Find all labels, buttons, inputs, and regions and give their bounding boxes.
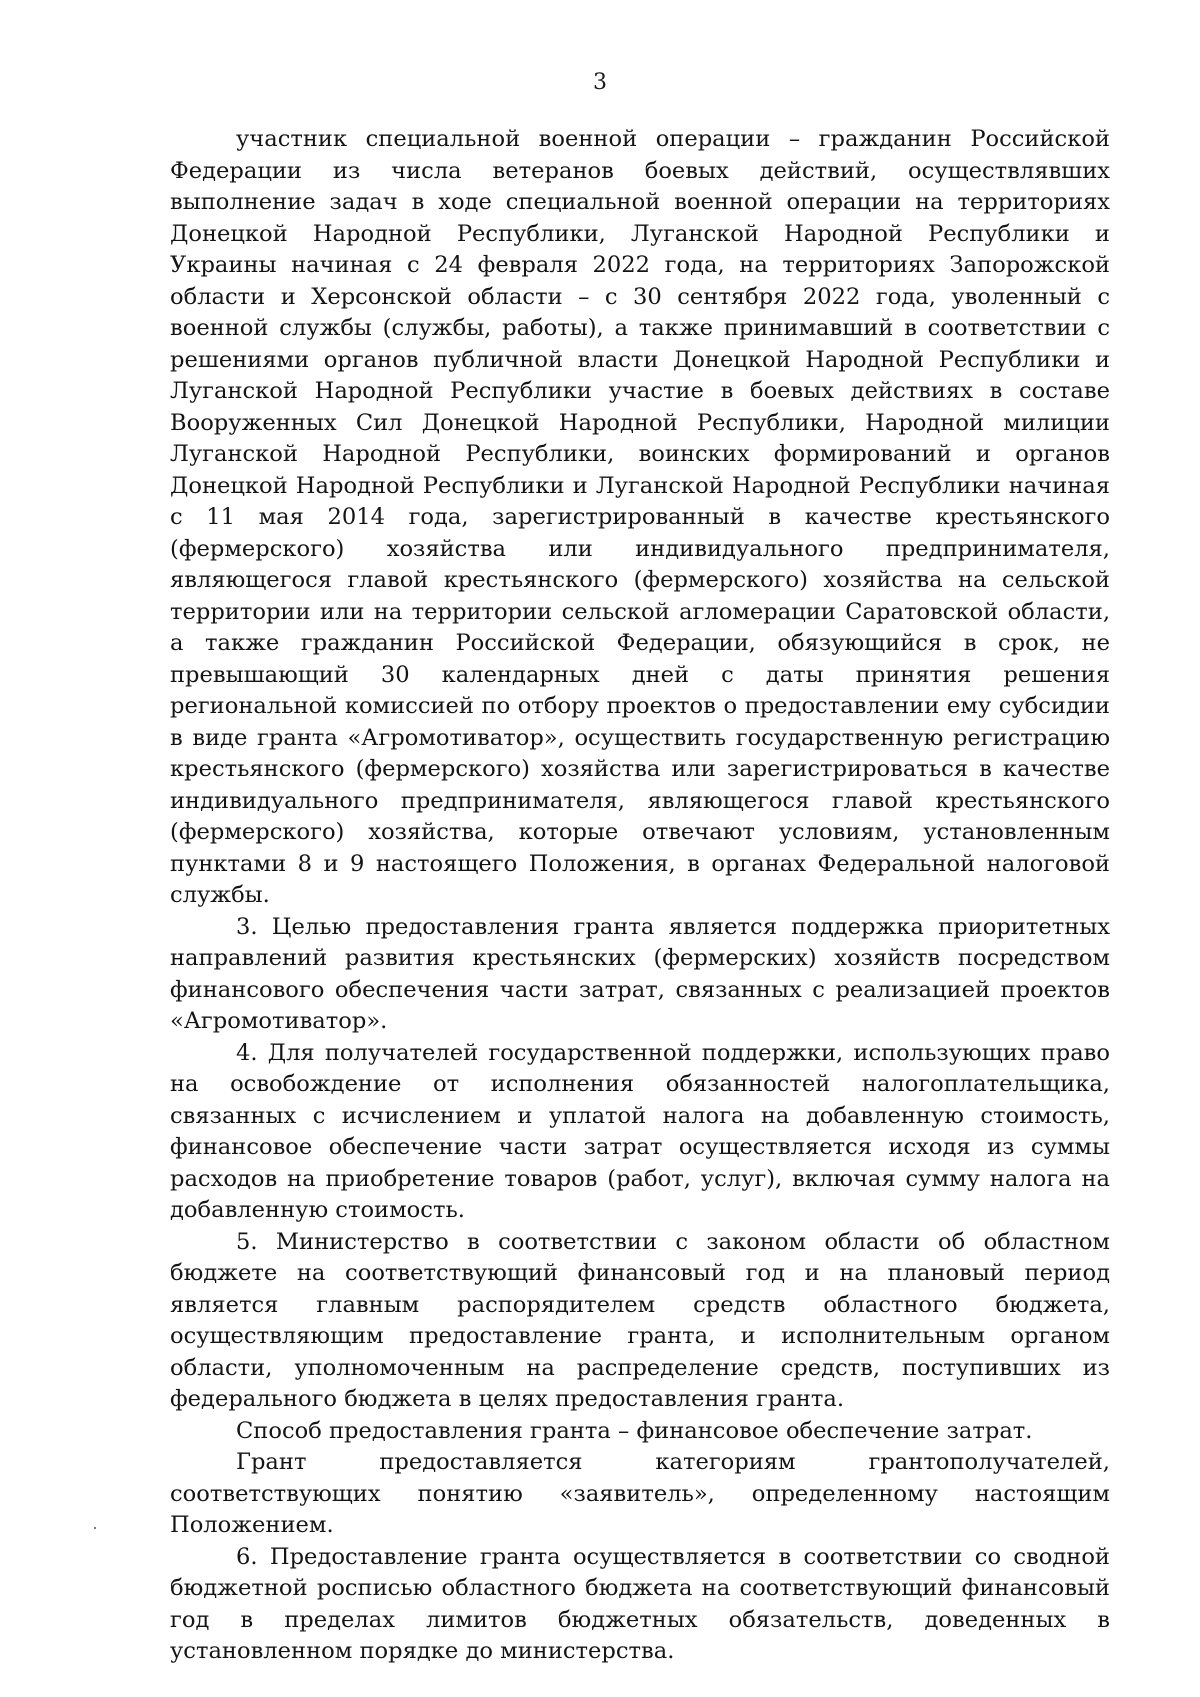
- paragraph-4-vat: 4. Для получателей государственной поддержки, использующих право на освобождение от исполнения обязанностей налогоплательщика, связанных с исчислением и уплатой налога на добавленную стоимость, финансовое обеспечение части затрат осуществляется исходя из суммы расходов на приобретение товаров (работ, услуг), включая сумму налога на добавленную стоимость.: [170, 1039, 1110, 1223]
- document-body: [170, 124, 1110, 1668]
- paragraph-6-budget: 6. Предоставление гранта осуществляется в соответствии со сводной бюджетной росписью областного бюджета на соответствующий финансовый год в пределах лимитов бюджетных обязательств, доведенных в установленном порядке до министерства.: [170, 1543, 1110, 1664]
- paragraph-5-ministry: 5. Министерство в соответствии с законом области об областном бюджете на соответствующий финансовый год и на плановый период является главным распорядителем средств областного бюджета, осуществляющим предоставление гранта, и исполнительным органом области, уполномоченным на распределение средств, поступивших из федерального бюджета в целях предоставления гранта.: [170, 1228, 1110, 1412]
- scan-speck: [94, 1527, 96, 1529]
- paragraph-grant-categories: Грант предоставляется категориям грантополучателей, соответствующих понятию «заявитель», определенному настоящим Положением.: [170, 1449, 1110, 1538]
- paragraph-participant-definition: участник специальной военной операции – гражданин Российской Федерации из числа ветеранов боевых действий, осуществлявших выполнение задач в ходе специальной военной операции на территориях Донецкой Народной Республики, Луганской Народной Республики и Украины начиная с 24 февраля 2022 года, на территориях Запорожской области и Херсонской области – с 30 сентября 2022 года, уволенный с военной службы (службы, работы), а также принимавший в соответствии с решениями органов публичной власти Донецкой Народной Республики и Луганской Народной Республики участие в боевых действиях в составе Вооруженных Сил Донецкой Народной Республики, Народной милиции Луганской Народной Республики, воинских формирований и органов Донецкой Народной Республики и Луганской Народной Республики начиная с 11 мая 2014 года, зарегистрированный в качестве крестьянского (фермерского) хозяйства или индивидуального предпринимателя, являющегося главой крестьянского (фермерского) хозяйства на сельской территории или на территории сельской агломерации Саратовской области, а также гражданин Российской Федерации, обязующийся в срок, не превышающий 30 календарных дней с даты принятия решения региональной комиссией по отбору проектов о предоставлении ему субсидии в виде гранта «Агромотиватор», осуществить государственную регистрацию крестьянского (фермерского) хозяйства или зарегистрироваться в качестве индивидуального предпринимателя, являющегося главой крестьянского (фермерского) хозяйства, которые отвечают условиям, установленным пунктами 8 и 9 настоящего Положения, в органах Федеральной налоговой службы.: [170, 126, 1110, 908]
- paragraph-3-purpose: 3. Целью предоставления гранта является поддержка приоритетных направлений развития крестьянских (фермерских) хозяйств посредством финансового обеспечения части затрат, связанных с реализацией проектов «Агромотиватор».: [170, 913, 1110, 1034]
- paragraph-grant-method: Способ предоставления гранта – финансовое обеспечение затрат.: [236, 1417, 1033, 1444]
- page-number: 3: [593, 70, 607, 95]
